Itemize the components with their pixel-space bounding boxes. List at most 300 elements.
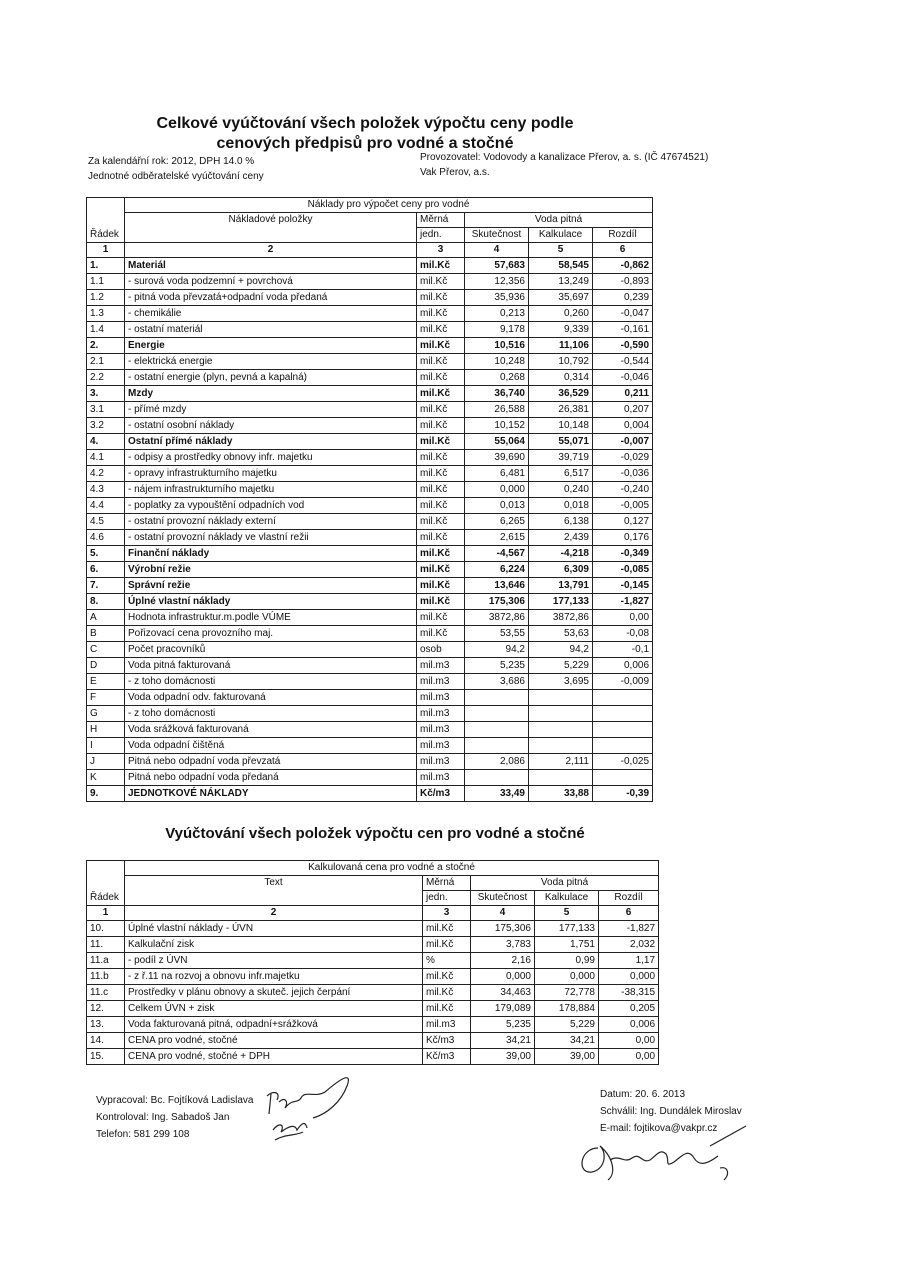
row-actual <box>465 706 529 722</box>
row-label: - chemikálie <box>125 306 417 322</box>
row-difference: -0,085 <box>593 562 653 578</box>
row-label: - z toho domácnosti <box>125 706 417 722</box>
row-unit: mil.m3 <box>423 1017 471 1033</box>
colnum: 3 <box>417 243 465 258</box>
row-unit: mil.Kč <box>417 578 465 594</box>
row-unit: % <box>423 953 471 969</box>
row-difference: -0,009 <box>593 674 653 690</box>
row-unit: mil.Kč <box>417 290 465 306</box>
row-calculation: 33,88 <box>529 786 593 802</box>
row-difference: -0,544 <box>593 354 653 370</box>
title-line-2: cenových předpisů pro vodné a stočné <box>216 135 514 152</box>
table-row <box>87 690 653 706</box>
row-id: 12. <box>87 1001 125 1017</box>
row-unit: mil.Kč <box>417 434 465 450</box>
row-difference: 0,239 <box>593 290 653 306</box>
row-actual: 2,615 <box>465 530 529 546</box>
row-actual: 175,306 <box>471 921 535 937</box>
row-label: Mzdy <box>125 386 417 402</box>
row-calculation: 13,791 <box>529 578 593 594</box>
header-polozky: Nákladové položky <box>125 213 417 243</box>
row-label: - opravy infrastrukturního majetku <box>125 466 417 482</box>
approved-by: Schválil: Ing. Dundálek Miroslav <box>600 1106 742 1117</box>
row-actual: 33,49 <box>465 786 529 802</box>
row-difference: -0,005 <box>593 498 653 514</box>
row-calculation: 6,138 <box>529 514 593 530</box>
row-difference: 0,00 <box>593 610 653 626</box>
row-unit: Kč/m3 <box>417 786 465 802</box>
prepared-by: Vypracoval: Bc. Fojtíková Ladislava <box>96 1095 254 1106</box>
row-calculation: 34,21 <box>535 1033 599 1049</box>
row-difference: 0,004 <box>593 418 653 434</box>
row-id: 1.1 <box>87 274 125 290</box>
table-row <box>87 578 653 594</box>
row-difference: 0,205 <box>599 1001 659 1017</box>
header-rozdil: Rozdíl <box>593 228 653 243</box>
row-calculation <box>529 706 593 722</box>
row-unit: osob <box>417 642 465 658</box>
row-calculation: 53,63 <box>529 626 593 642</box>
header-skutecnost: Skutečnost <box>471 891 535 906</box>
row-actual: 12,356 <box>465 274 529 290</box>
row-actual: 13,646 <box>465 578 529 594</box>
table-row <box>87 1001 659 1017</box>
date: Datum: 20. 6. 2013 <box>600 1089 686 1100</box>
header-text: Text <box>125 876 423 906</box>
colnum: 6 <box>599 906 659 921</box>
row-label: - podíl z ÚVN <box>125 953 423 969</box>
row-label: Úplné vlastní náklady - ÚVN <box>125 921 423 937</box>
row-label: CENA pro vodné, stočné <box>125 1033 423 1049</box>
table-row <box>87 921 659 937</box>
row-label: Správní režie <box>125 578 417 594</box>
row-id: 2.1 <box>87 354 125 370</box>
row-label: Voda srážková fakturovaná <box>125 722 417 738</box>
table-row <box>87 290 653 306</box>
row-label: - ostatní energie (plyn, pevná a kapalná) <box>125 370 417 386</box>
row-id: 3.1 <box>87 402 125 418</box>
row-label: JEDNOTKOVÉ NÁKLADY <box>125 786 417 802</box>
row-difference: -0,145 <box>593 578 653 594</box>
row-id: 11.a <box>87 953 125 969</box>
row-unit: mil.Kč <box>417 274 465 290</box>
row-unit: mil.Kč <box>423 921 471 937</box>
row-actual: 10,248 <box>465 354 529 370</box>
row-difference: -1,827 <box>593 594 653 610</box>
row-id: 2.2 <box>87 370 125 386</box>
row-actual: 6,265 <box>465 514 529 530</box>
row-actual: 5,235 <box>471 1017 535 1033</box>
row-difference: -0,007 <box>593 434 653 450</box>
row-difference: 2,032 <box>599 937 659 953</box>
row-id: 4. <box>87 434 125 450</box>
row-unit: mil.Kč <box>417 322 465 338</box>
row-difference: -0,046 <box>593 370 653 386</box>
row-difference: -0,08 <box>593 626 653 642</box>
row-unit: mil.Kč <box>423 969 471 985</box>
row-calculation: 0,314 <box>529 370 593 386</box>
row-difference: -0,590 <box>593 338 653 354</box>
row-calculation: 177,133 <box>535 921 599 937</box>
row-calculation <box>529 690 593 706</box>
row-actual: 35,936 <box>465 290 529 306</box>
row-actual: 3872,86 <box>465 610 529 626</box>
row-calculation: 55,071 <box>529 434 593 450</box>
row-actual: 0,013 <box>465 498 529 514</box>
row-id: 9. <box>87 786 125 802</box>
calendar-year-label: Za kalendářní rok: 2012, DPH 14.0 % <box>88 156 255 167</box>
row-calculation: 177,133 <box>529 594 593 610</box>
row-difference: 0,127 <box>593 514 653 530</box>
row-unit: mil.Kč <box>417 386 465 402</box>
column-numbers-row <box>87 906 659 921</box>
row-id: A <box>87 610 125 626</box>
row-unit: mil.Kč <box>417 418 465 434</box>
colnum: 1 <box>87 243 125 258</box>
row-label: - surová voda podzemní + povrchová <box>125 274 417 290</box>
row-unit: mil.Kč <box>417 258 465 274</box>
table-row <box>87 1049 659 1065</box>
row-difference: -0,161 <box>593 322 653 338</box>
row-actual <box>465 722 529 738</box>
email: E-mail: fojtikova@vakpr.cz <box>600 1123 718 1134</box>
table-row <box>87 482 653 498</box>
row-actual: 39,00 <box>471 1049 535 1065</box>
row-id: 14. <box>87 1033 125 1049</box>
row-difference <box>593 706 653 722</box>
row-id: G <box>87 706 125 722</box>
signature-preparer <box>255 1068 365 1148</box>
table-row <box>87 770 653 786</box>
row-calculation: 2,439 <box>529 530 593 546</box>
row-calculation: 58,545 <box>529 258 593 274</box>
row-actual: 10,516 <box>465 338 529 354</box>
row-unit: mil.m3 <box>417 754 465 770</box>
row-id: 11.c <box>87 985 125 1001</box>
header-merna: Měrná <box>423 876 471 891</box>
row-label: - ostatní provozní náklady externí <box>125 514 417 530</box>
table-row <box>87 434 653 450</box>
row-label: Celkem ÚVN + zisk <box>125 1001 423 1017</box>
billing-type-label: Jednotné odběratelské vyúčtování ceny <box>88 171 264 182</box>
table-row <box>87 626 653 642</box>
row-label: Energie <box>125 338 417 354</box>
table-row <box>87 754 653 770</box>
row-label: - ostatní materiál <box>125 322 417 338</box>
row-unit: mil.m3 <box>417 770 465 786</box>
row-actual: 0,213 <box>465 306 529 322</box>
signature-approver <box>570 1118 750 1188</box>
row-label: Pořizovací cena provozního maj. <box>125 626 417 642</box>
row-label: - z toho domácnosti <box>125 674 417 690</box>
row-calculation <box>529 738 593 754</box>
row-unit: mil.m3 <box>417 674 465 690</box>
row-difference <box>593 770 653 786</box>
row-calculation: 2,111 <box>529 754 593 770</box>
row-difference: -0,893 <box>593 274 653 290</box>
row-calculation: 0,018 <box>529 498 593 514</box>
row-unit: mil.Kč <box>417 450 465 466</box>
table-row <box>87 562 653 578</box>
colnum: 5 <box>529 243 593 258</box>
row-calculation: 35,697 <box>529 290 593 306</box>
row-label: Voda fakturovaná pitná, odpadní+srážková <box>125 1017 423 1033</box>
row-difference: 0,00 <box>599 1033 659 1049</box>
row-unit: Kč/m3 <box>423 1049 471 1065</box>
header-jedn: jedn. <box>417 228 465 243</box>
row-id: 1.4 <box>87 322 125 338</box>
colnum: 6 <box>593 243 653 258</box>
row-actual: -4,567 <box>465 546 529 562</box>
row-id: 11. <box>87 937 125 953</box>
table-row <box>87 306 653 322</box>
row-id: 1.2 <box>87 290 125 306</box>
row-unit: mil.Kč <box>417 610 465 626</box>
row-actual: 0,000 <box>465 482 529 498</box>
table-row <box>87 466 653 482</box>
row-label: - poplatky za vypouštění odpadních vod <box>125 498 417 514</box>
row-actual: 3,783 <box>471 937 535 953</box>
row-actual: 57,683 <box>465 258 529 274</box>
row-id: K <box>87 770 125 786</box>
header-left <box>88 154 264 184</box>
row-label: Výrobní režie <box>125 562 417 578</box>
row-difference: 0,006 <box>593 658 653 674</box>
row-id: B <box>87 626 125 642</box>
row-id: 8. <box>87 594 125 610</box>
row-id: I <box>87 738 125 754</box>
row-calculation: 72,778 <box>535 985 599 1001</box>
row-label: - ostatní osobní náklady <box>125 418 417 434</box>
row-label: Voda odpadní čištěná <box>125 738 417 754</box>
header-radek: Řádek <box>87 198 125 243</box>
row-difference: -1,827 <box>599 921 659 937</box>
super-header: Náklady pro výpočet ceny pro vodné <box>125 198 653 213</box>
row-id: 4.6 <box>87 530 125 546</box>
row-difference: 0,00 <box>599 1049 659 1065</box>
row-label: Finanční náklady <box>125 546 417 562</box>
row-calculation: 0,000 <box>535 969 599 985</box>
row-difference: -0,1 <box>593 642 653 658</box>
table-row <box>87 642 653 658</box>
row-unit: mil.Kč <box>423 985 471 1001</box>
row-difference: -0,036 <box>593 466 653 482</box>
row-difference: 0,211 <box>593 386 653 402</box>
row-calculation: 178,884 <box>535 1001 599 1017</box>
row-actual: 26,588 <box>465 402 529 418</box>
row-label: CENA pro vodné, stočné + DPH <box>125 1049 423 1065</box>
table-row <box>87 338 653 354</box>
colnum: 2 <box>125 243 417 258</box>
checked-by: Kontroloval: Ing. Sabadoš Jan <box>96 1112 230 1123</box>
table-row <box>87 594 653 610</box>
row-calculation: 94,2 <box>529 642 593 658</box>
table-row <box>87 402 653 418</box>
row-actual: 9,178 <box>465 322 529 338</box>
header-voda-pitna: Voda pitná <box>471 876 659 891</box>
colnum: 4 <box>465 243 529 258</box>
row-id: 3. <box>87 386 125 402</box>
row-difference <box>593 690 653 706</box>
header-kalkulace: Kalkulace <box>535 891 599 906</box>
row-calculation: 39,00 <box>535 1049 599 1065</box>
table-row <box>87 985 659 1001</box>
title-line-1: Celkové vyúčtování všech položek výpočtu ceny podle <box>156 115 574 132</box>
row-unit: mil.Kč <box>417 498 465 514</box>
row-difference: 0,176 <box>593 530 653 546</box>
company-label: Vak Přerov, a.s. <box>420 167 490 178</box>
row-unit: mil.Kč <box>417 402 465 418</box>
table-row <box>87 354 653 370</box>
row-id: 1. <box>87 258 125 274</box>
row-id: 10. <box>87 921 125 937</box>
row-difference: -0,047 <box>593 306 653 322</box>
row-unit: mil.Kč <box>417 306 465 322</box>
row-id: 1.3 <box>87 306 125 322</box>
header-merna: Měrná <box>417 213 465 228</box>
header-voda-pitna: Voda pitná <box>465 213 653 228</box>
row-difference: -0,240 <box>593 482 653 498</box>
row-difference: -0,029 <box>593 450 653 466</box>
table-row <box>87 969 659 985</box>
header-right <box>420 150 708 180</box>
row-unit: mil.m3 <box>417 690 465 706</box>
row-label: Hodnota infrastruktur.m.podle VÚME <box>125 610 417 626</box>
row-id: 4.5 <box>87 514 125 530</box>
row-id: 5. <box>87 546 125 562</box>
row-calculation: 6,309 <box>529 562 593 578</box>
phone: Telefon: 581 299 108 <box>96 1129 190 1140</box>
row-id: 4.3 <box>87 482 125 498</box>
row-label: Materiál <box>125 258 417 274</box>
row-calculation: 0,99 <box>535 953 599 969</box>
row-calculation <box>529 770 593 786</box>
row-id: J <box>87 754 125 770</box>
table-row <box>87 370 653 386</box>
table-row <box>87 1033 659 1049</box>
row-actual: 6,224 <box>465 562 529 578</box>
row-actual <box>465 738 529 754</box>
row-id: E <box>87 674 125 690</box>
table-row <box>87 937 659 953</box>
row-label: Počet pracovníků <box>125 642 417 658</box>
row-unit: mil.m3 <box>417 706 465 722</box>
row-label: - ostatní provozní náklady ve vlastní režii <box>125 530 417 546</box>
row-unit: mil.Kč <box>417 626 465 642</box>
row-label: Ostatní přímé náklady <box>125 434 417 450</box>
row-difference: -0,39 <box>593 786 653 802</box>
row-actual: 179,089 <box>471 1001 535 1017</box>
operator-label: Provozovatel: Vodovody a kanalizace Přerov, a. s. (IČ 47674521) <box>420 152 709 163</box>
header-rozdil: Rozdíl <box>599 891 659 906</box>
table-row <box>87 953 659 969</box>
row-difference <box>593 722 653 738</box>
row-label: Voda odpadní odv. fakturovaná <box>125 690 417 706</box>
row-label: Pitná nebo odpadní voda předaná <box>125 770 417 786</box>
row-calculation <box>529 722 593 738</box>
row-actual: 34,463 <box>471 985 535 1001</box>
row-unit: mil.Kč <box>417 338 465 354</box>
row-actual: 94,2 <box>465 642 529 658</box>
row-actual <box>465 770 529 786</box>
row-difference <box>593 738 653 754</box>
table-row <box>87 706 653 722</box>
table-row <box>87 610 653 626</box>
row-unit: mil.Kč <box>423 1001 471 1017</box>
row-label: - nájem infrastrukturního majetku <box>125 482 417 498</box>
row-label: Voda pitná fakturovaná <box>125 658 417 674</box>
row-label: - elektrická energie <box>125 354 417 370</box>
row-id: 3.2 <box>87 418 125 434</box>
row-id: 13. <box>87 1017 125 1033</box>
row-actual: 39,690 <box>465 450 529 466</box>
table-row <box>87 418 653 434</box>
row-unit: mil.m3 <box>417 658 465 674</box>
row-id: 4.4 <box>87 498 125 514</box>
header-radek: Řádek <box>87 861 125 906</box>
cost-table <box>86 197 653 802</box>
row-calculation: 9,339 <box>529 322 593 338</box>
row-calculation: 5,229 <box>529 658 593 674</box>
row-id: 4.2 <box>87 466 125 482</box>
row-label: - z ř.11 na rozvoj a obnovu infr.majetku <box>125 969 423 985</box>
row-unit: mil.m3 <box>417 722 465 738</box>
row-calculation: 36,529 <box>529 386 593 402</box>
footer-left <box>96 1092 253 1143</box>
row-label: Úplné vlastní náklady <box>125 594 417 610</box>
row-unit: mil.Kč <box>417 466 465 482</box>
colnum: 5 <box>535 906 599 921</box>
row-label: - odpisy a prostředky obnovy infr. majetku <box>125 450 417 466</box>
row-actual: 6,481 <box>465 466 529 482</box>
row-difference: 0,207 <box>593 402 653 418</box>
row-unit: mil.Kč <box>417 514 465 530</box>
row-unit: mil.Kč <box>417 562 465 578</box>
row-unit: Kč/m3 <box>423 1033 471 1049</box>
row-difference: 0,000 <box>599 969 659 985</box>
row-calculation: 6,517 <box>529 466 593 482</box>
table-row <box>87 1017 659 1033</box>
row-id: D <box>87 658 125 674</box>
column-numbers-row <box>87 243 653 258</box>
row-actual: 3,686 <box>465 674 529 690</box>
table-row <box>87 674 653 690</box>
row-actual: 10,152 <box>465 418 529 434</box>
row-unit: mil.Kč <box>423 937 471 953</box>
row-label: Kalkulační zisk <box>125 937 423 953</box>
row-calculation: 39,719 <box>529 450 593 466</box>
table-row <box>87 530 653 546</box>
row-id: 11.b <box>87 969 125 985</box>
row-actual <box>465 690 529 706</box>
summary-title: Vyúčtování všech položek výpočtu cen pro vodné a stočné <box>165 825 585 842</box>
row-calculation: 5,229 <box>535 1017 599 1033</box>
table-row <box>87 658 653 674</box>
colnum: 1 <box>87 906 125 921</box>
table-row <box>87 722 653 738</box>
row-actual: 175,306 <box>465 594 529 610</box>
row-difference: -38,315 <box>599 985 659 1001</box>
row-unit: mil.Kč <box>417 482 465 498</box>
header-jedn: jedn. <box>423 891 471 906</box>
row-actual: 0,000 <box>471 969 535 985</box>
row-calculation: 13,249 <box>529 274 593 290</box>
row-unit: mil.Kč <box>417 370 465 386</box>
row-difference: -0,025 <box>593 754 653 770</box>
row-actual: 2,16 <box>471 953 535 969</box>
colnum: 3 <box>423 906 471 921</box>
row-id: F <box>87 690 125 706</box>
